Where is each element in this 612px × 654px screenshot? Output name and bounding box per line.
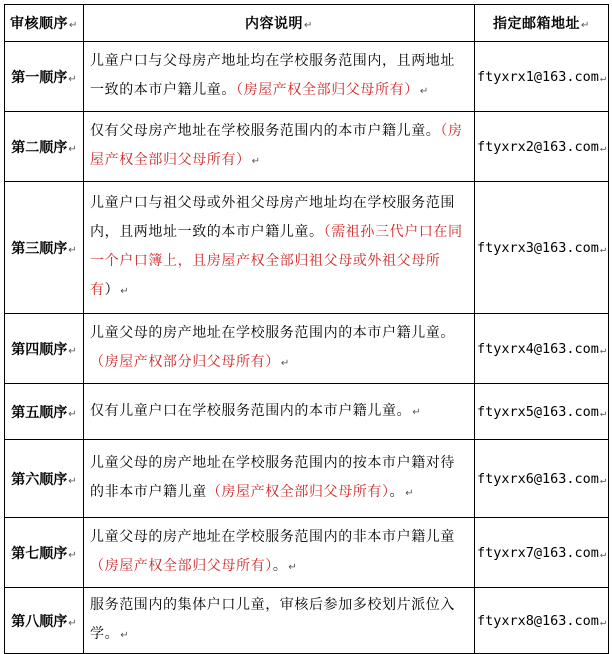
row-content: 服务范围内的集体户口儿童，审核后参加多校划片派位入学。↵ <box>84 588 475 654</box>
table-row <box>5 588 609 654</box>
row-content: 儿童父母的房产地址在学校服务范围内的本市户籍儿童。（房屋产权部分归父母所有）↵ <box>84 314 475 384</box>
table-row <box>5 112 609 182</box>
row-note: （需祖孙三代户口在同一个户口簿上，且房屋产权全部归祖父母或外祖父母所有 <box>90 224 463 298</box>
row-email: ftyxrx1@163.com↵ <box>475 42 609 112</box>
row-order: 第五顺序↵ <box>5 384 84 440</box>
table-row <box>5 440 609 518</box>
row-email: ftyxrx8@163.com↵ <box>475 588 609 654</box>
row-order: 第三顺序↵ <box>5 182 84 314</box>
row-order: 第八顺序↵ <box>5 588 84 654</box>
row-content: 儿童户口与父母房产地址均在学校服务范围内，且两地址一致的本市户籍儿童。（房屋产权全部归父母所有）↵ <box>84 42 475 112</box>
row-order: 第一顺序↵ <box>5 42 84 112</box>
row-content: 仅有儿童户口在学校服务范围内的本市户籍儿童。↵ <box>84 384 475 440</box>
table-header-row <box>5 5 609 42</box>
row-content: 仅有父母房产地址在学校服务范围内的本市户籍儿童。（房屋产权全部归父母所有）↵ <box>84 112 475 182</box>
row-order: 第七顺序↵ <box>5 518 84 588</box>
row-email: ftyxrx5@163.com↵ <box>475 384 609 440</box>
header-content: 内容说明↵ <box>84 5 475 42</box>
row-email: ftyxrx7@163.com↵ <box>475 518 609 588</box>
row-content: 儿童父母的房产地址在学校服务范围内的按本市户籍对待的非本市户籍儿童（房屋产权全部归父母所有）。↵ <box>84 440 475 518</box>
header-email: 指定邮箱地址↵ <box>475 5 609 42</box>
row-note: （房屋产权部分归父母所有） <box>90 354 280 370</box>
row-note: （房屋产权全部归父母所有） <box>90 558 273 574</box>
admission-order-table <box>4 4 609 654</box>
row-note: （房屋产权全部归父母所有） <box>206 484 390 500</box>
row-order: 第四顺序↵ <box>5 314 84 384</box>
table-row <box>5 42 609 112</box>
row-note: （房屋产权全部归父母所有） <box>236 82 419 98</box>
row-order: 第二顺序↵ <box>5 112 84 182</box>
row-email: ftyxrx6@163.com↵ <box>475 440 609 518</box>
row-email: ftyxrx2@163.com↵ <box>475 112 609 182</box>
table-row <box>5 314 609 384</box>
table-row <box>5 384 609 440</box>
row-content: 儿童户口与祖父母或外祖父母房产地址均在学校服务范围内，且两地址一致的本市户籍儿童。（需祖孙三代户口在同一个户口簿上，且房屋产权全部归祖父母或外祖父母所有）↵ <box>84 182 475 314</box>
table-row <box>5 182 609 314</box>
row-content: 儿童父母的房产地址在学校服务范围内的非本市户籍儿童（房屋产权全部归父母所有）。↵ <box>84 518 475 588</box>
row-email: ftyxrx4@163.com↵ <box>475 314 609 384</box>
table-row <box>5 518 609 588</box>
row-email: ftyxrx3@163.com↵ <box>475 182 609 314</box>
header-order: 审核顺序↵ <box>5 5 84 42</box>
row-note: （房屋产权全部归父母所有） <box>90 123 463 168</box>
row-order: 第六顺序↵ <box>5 440 84 518</box>
